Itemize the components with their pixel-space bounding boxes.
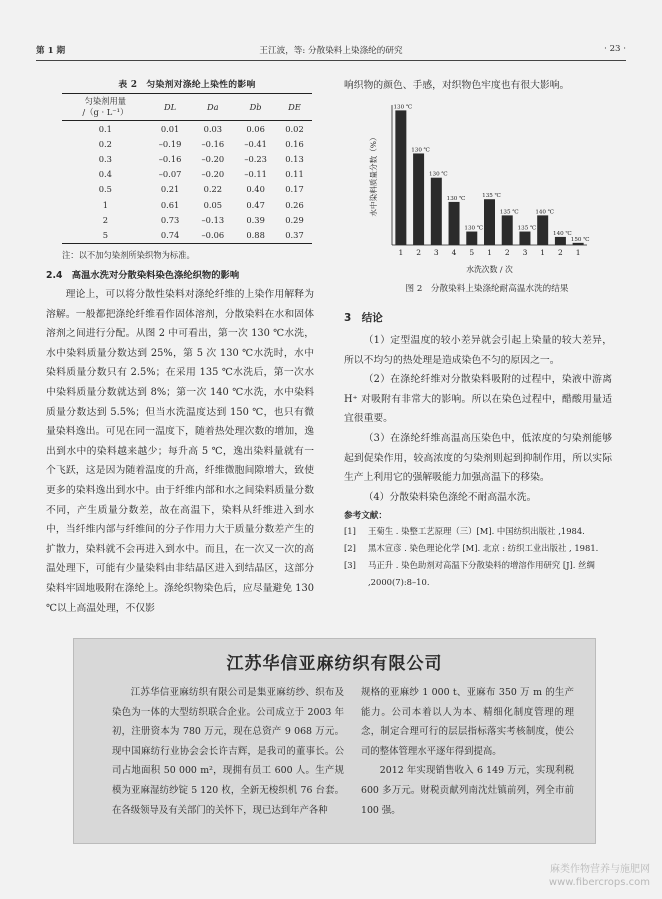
chart-bar	[573, 243, 584, 245]
bar-data-label: 135 ℃	[482, 193, 501, 200]
watermark	[549, 863, 650, 889]
table-cell: 0.4	[98, 169, 112, 180]
figure-caption: 图 2 分散染料上染涤纶耐高温水洗的结果	[405, 284, 569, 294]
x-tick-label: 3	[433, 248, 439, 257]
table-cell: 2	[102, 214, 108, 225]
table-cell: 0.06	[246, 123, 265, 134]
table-header-de: DE	[277, 94, 312, 121]
section-heading-2-4: 2.4 高温水洗对分散染料染色涤纶织物的影响	[46, 270, 240, 281]
table-cell: 0.47	[246, 199, 265, 210]
reference-item	[344, 557, 612, 591]
table-cell: 0.03	[203, 123, 223, 134]
table-cell: 0.3	[98, 153, 112, 164]
table-row	[62, 151, 312, 166]
table-header-db: Db	[234, 94, 277, 121]
table-cell: –0.16	[201, 138, 225, 149]
company-ad-box	[73, 638, 596, 844]
table-cell: 0.74	[149, 227, 192, 243]
conclusion-item: （2）在涤纶纤维对分散染料吸附的过程中，染液中游离 H⁺ 对吸附有非常大的影响。所以在染色过程中，醋酸用量适宜很重要。	[344, 374, 612, 425]
chart-bar	[555, 237, 566, 245]
x-tick-label: 2	[416, 248, 421, 257]
reference-text: 黑木宣彦 . 染色理论化学 [M]. 北京 : 纺织工业出版社 , 1981.	[368, 543, 599, 554]
continued-text: 响织物的颜色、手感，对织物色牢度也有很大影响。	[344, 80, 570, 91]
x-tick-label: 1	[575, 248, 581, 257]
table-cell: 0.40	[246, 184, 265, 195]
table-row	[62, 167, 312, 182]
bar-data-label: 135 ℃	[517, 225, 537, 232]
reference-text: 马正升 . 染色助剂对高温下分散染料的增溶作用研究 [J]. 丝绸 ,2000(7):8–10.	[368, 560, 595, 588]
table-row	[62, 197, 312, 212]
section-2-4-paragraph: 理论上，可以将分散性染料对涤纶纤维的上染作用解释为溶解。一般都把涤纶纤维看作固体溶剂，分散染料在水和固体溶剂之间进行分配。从图 2 中可看出，第一次 130 ℃水洗，水中染料质量分数达到 25%，第 5 次 130 ℃水洗时，水中染料质量分数只有 2.5%；在采用 135 ℃水洗后，第一次水中染料质量分数就达到 8%；第一次 140 ℃水洗，水中染料质量分数达到 5.5%；但当水洗温度达到 150 ℃，也只有微量染料逸出。可见在同一温度下，随着热处理次数的增加，逸出到水中的染料越来越少；每升高 5 ℃，逸出染料量就有一个飞跃，这是因为随着温度的升高，纤维微胞间隙增大，致使更多的染料逸出到水中。由于纤维内部和水之间染料质量分数不同，产生质量分数差，故在高温下，染料从纤维进入到水中，当纤维内部与纤维间的分子作用力大于质量分数差产生的扩散力，染料就不会再进入到水中。而且，在一次又一次的高温处理下，可能有少量染料由非结晶区进入到结晶区，这部分染料牢固地吸附在涤纶上。涤纶织物染色后，应尽量避免 130 ℃以上高温处理，不仅影	[46, 289, 314, 614]
table-cell: 0.21	[160, 184, 180, 195]
table-2	[62, 93, 312, 244]
bar-data-label: 140 ℃	[553, 230, 572, 237]
table-cell: –0.11	[244, 169, 267, 180]
bar-data-label: 135 ℃	[499, 209, 519, 216]
company-ad-right-text-2: 2012 年实现销售收入 6 149 万元，实现利税 600 多万元。财税贡献列南沈灶镇前列，列全市前 100 强。	[361, 765, 574, 816]
table-row	[62, 227, 312, 243]
table-caption: 表 2 匀染剂对涤纶上染性的影响	[118, 80, 256, 90]
chart-bar	[466, 232, 477, 245]
table-cell: 0.37	[277, 227, 312, 243]
table-cell: –0.13	[201, 214, 225, 225]
chart-bar	[537, 215, 548, 245]
running-header	[36, 44, 626, 58]
table-cell: 0.17	[285, 184, 304, 195]
chart-bar	[449, 202, 460, 245]
table-note: 注：以不加匀染剂所染织物为标准。	[62, 250, 195, 260]
table-header-dl: DL	[149, 94, 192, 121]
bar-data-label: 130 ℃	[393, 104, 413, 111]
header-rule	[36, 60, 626, 61]
bar-data-label: 130 ℃	[428, 171, 448, 178]
table-cell: –0.16	[158, 153, 182, 164]
table-header-dosage: 匀染剂用量 /（g · L⁻¹）	[62, 94, 149, 121]
table-cell: –0.20	[201, 169, 225, 180]
bar-data-label: 130 ℃	[446, 195, 466, 202]
bar-data-label: 130 ℃	[464, 225, 484, 232]
table-cell: 0.29	[285, 214, 304, 225]
table-cell: 0.88	[234, 227, 277, 243]
bar-data-label: 130 ℃	[411, 147, 430, 154]
chart-bar	[502, 215, 513, 245]
reference-item	[344, 540, 612, 557]
table-cell: 0.2	[98, 138, 112, 149]
table-cell: 0.73	[160, 214, 180, 225]
reference-item	[344, 523, 612, 540]
x-tick-label: 4	[451, 248, 457, 257]
table-cell: 0.01	[160, 123, 180, 134]
table-cell: –0.20	[201, 153, 225, 164]
table-row	[62, 212, 312, 227]
table-cell: 0.1	[98, 123, 112, 134]
x-tick-label: 5	[469, 248, 475, 257]
bar-data-label: 150 ℃	[570, 236, 590, 243]
table-cell: 1	[102, 199, 108, 210]
table-cell: 0.61	[160, 199, 180, 210]
table-cell: 0.26	[285, 199, 304, 210]
issue-number: 第 1 期	[36, 46, 66, 56]
reference-number: [2]	[344, 543, 356, 554]
conclusion-item: （1）定型温度的较小差异就会引起上染量的较大差异，所以不均匀的热处理是造成染色不匀的原因之一。	[344, 335, 612, 366]
company-ad-left-text: 江苏华信亚麻纺织有限公司是集亚麻纺纱、织布及染色为一体的大型纺织联合企业。公司成立于 2003 年初，注册资本为 780 万元，现在总资产 9 068 万元。现中国麻纺行业协会会长许吉辉，是我司的董事长。公司占地面积 50 000 m²，现拥有员工 600 人。生产规模为亚麻湿纺纱锭 5 120 枚，全新无梭织机 76 台套。在各级领导及有关部门的关怀下，现已达到年产各种	[112, 687, 344, 816]
table-cell: –0.41	[244, 138, 267, 149]
table-cell: –0.06	[191, 227, 234, 243]
table-row	[62, 136, 312, 151]
section-heading-3: 3 结论	[344, 312, 383, 324]
x-axis-label: 水洗次数 / 次	[466, 265, 513, 274]
x-tick-label: 1	[398, 248, 404, 257]
chart-bar	[431, 178, 442, 245]
chart-bar	[519, 232, 530, 245]
table-cell: 0.22	[203, 184, 223, 195]
reference-text: 王菊生 . 染整工艺原理（三）[M]. 中国纺织出版社 ,1984.	[368, 526, 585, 537]
company-ad-right-text-1: 规格的亚麻纱 1 000 t、亚麻布 350 万 m 的生产能力。公司本着以人为本、精细化制度管理的理念，制定合理可行的层层指标落实考核制度，使公司的整体管理水平逐年得到提高。	[361, 687, 574, 757]
x-tick-label: 3	[522, 248, 528, 257]
table-cell: 0.05	[203, 199, 223, 210]
y-axis-label: 水中染料质量分数（%）	[369, 133, 378, 217]
x-tick-label: 2	[504, 248, 510, 257]
watermark-site-name: 麻类作物营养与施肥网	[550, 864, 650, 875]
company-ad-title: 江苏华信亚麻纺织有限公司	[226, 654, 443, 674]
table-cell: 0.11	[285, 169, 304, 180]
reference-number: [3]	[344, 560, 356, 571]
table-cell: 0.16	[285, 138, 304, 149]
table-cell: 0.5	[98, 184, 112, 195]
conclusion-item: （3）在涤纶纤维高温高压染色中，低浓度的匀染剂能够起到促染作用，较高浓度的匀染剂则起到抑制作用，所以实际生产上利用它的强解吸能力加强高温下的移染。	[344, 432, 612, 484]
table-cell: –0.19	[158, 138, 182, 149]
chart-bar	[484, 199, 495, 245]
x-tick-label: 2	[558, 248, 563, 257]
table-row	[62, 121, 312, 137]
table-cell: 0.39	[246, 214, 265, 225]
reference-number: [1]	[344, 526, 356, 537]
watermark-url: www.fibercrops.com	[548, 877, 650, 888]
table-cell: 0.02	[285, 123, 304, 134]
bar-data-label: 140 ℃	[535, 209, 555, 216]
running-title: 王江波，等: 分散染料上染涤纶的研究	[259, 46, 403, 56]
conclusion-item: （4）分散染料染色涤纶不耐高温水洗。	[363, 491, 537, 503]
x-tick-label: 1	[540, 248, 546, 257]
references-heading: 参考文献：	[344, 511, 387, 522]
table-cell: –0.23	[244, 153, 267, 164]
chart-bar	[395, 110, 406, 245]
table-cell: 5	[62, 227, 149, 243]
page-number: · 23 ·	[604, 44, 626, 54]
table-cell: –0.07	[158, 169, 182, 180]
x-tick-label: 1	[487, 248, 492, 257]
table-header-da: Da	[191, 94, 234, 121]
figure-2-bar-chart	[342, 93, 612, 293]
table-row	[62, 182, 312, 197]
table-cell: 0.13	[285, 153, 304, 164]
chart-bar	[413, 153, 424, 245]
